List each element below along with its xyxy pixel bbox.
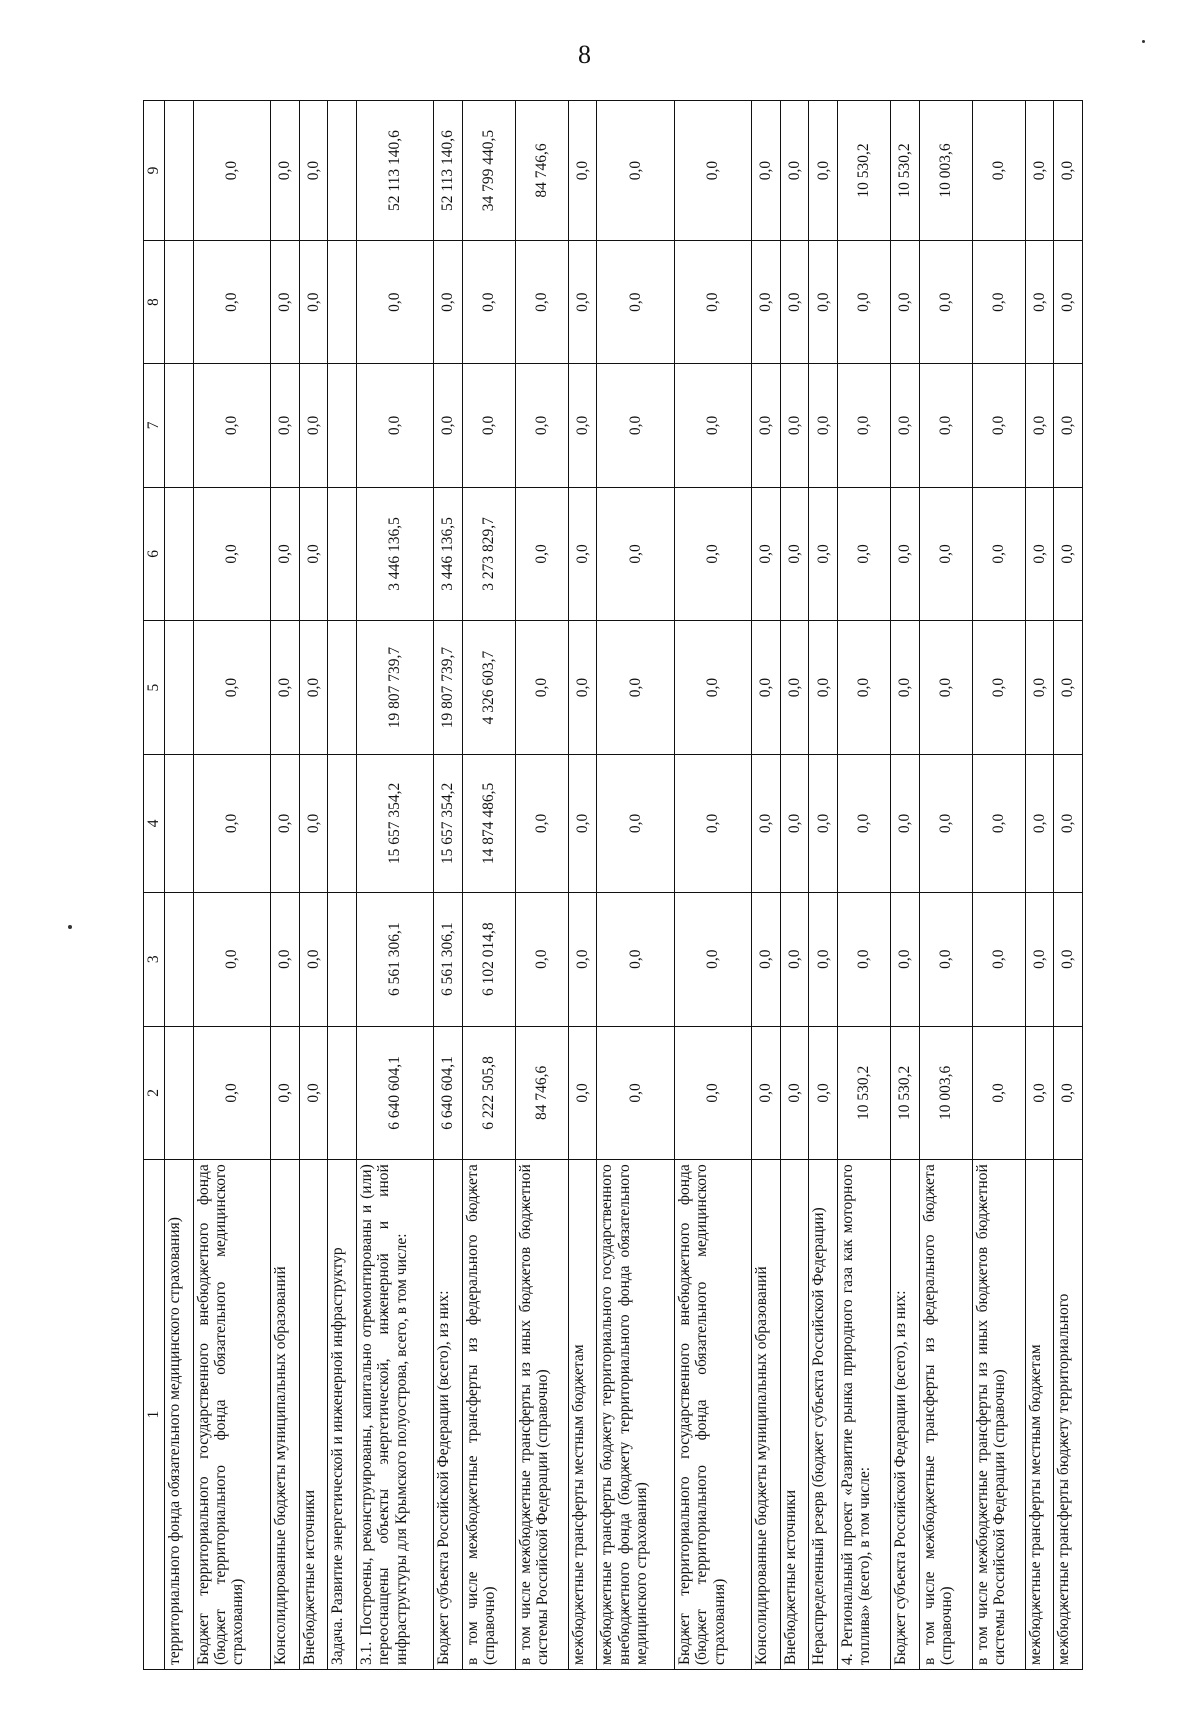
value-cell: 0,0 — [299, 892, 328, 1026]
value-cell: 0,0 — [809, 101, 838, 241]
value-cell: 0,0 — [271, 1026, 300, 1160]
value-cell: 84 746,6 — [515, 101, 568, 241]
value-cell: 0,0 — [271, 364, 300, 487]
table-row — [1025, 101, 1054, 1670]
value-cell: 0,0 — [1025, 241, 1054, 364]
value-cell: 0,0 — [568, 487, 597, 621]
value-cell: 0,0 — [597, 364, 674, 487]
value-cell: 0,0 — [299, 241, 328, 364]
value-cell: 0,0 — [674, 241, 751, 364]
value-cell: 0,0 — [838, 364, 891, 487]
value-cell — [165, 487, 194, 621]
value-cell: 0,0 — [891, 364, 920, 487]
value-cell: 0,0 — [356, 241, 433, 364]
value-cell: 0,0 — [568, 241, 597, 364]
value-cell: 10 003,6 — [919, 1026, 972, 1160]
value-cell: 6 222 505,8 — [462, 1026, 515, 1160]
table-row — [780, 101, 809, 1670]
value-cell: 0,0 — [1054, 487, 1083, 621]
value-cell: 0,0 — [193, 364, 270, 487]
value-cell: 0,0 — [972, 241, 1025, 364]
column-header-5: 5 — [144, 621, 165, 755]
value-cell: 0,0 — [1054, 892, 1083, 1026]
value-cell — [328, 241, 357, 364]
value-cell: 0,0 — [597, 101, 674, 241]
value-cell: 10 530,2 — [891, 1026, 920, 1160]
value-cell: 0,0 — [515, 241, 568, 364]
value-cell: 6 640 604,1 — [356, 1026, 433, 1160]
value-cell: 0,0 — [809, 621, 838, 755]
value-cell: 6 561 306,1 — [356, 892, 433, 1026]
value-cell: 0,0 — [752, 101, 781, 241]
value-cell: 0,0 — [271, 892, 300, 1026]
value-cell: 0,0 — [1025, 101, 1054, 241]
value-cell: 3 273 829,7 — [462, 487, 515, 621]
value-cell: 0,0 — [972, 621, 1025, 755]
rotated-table-wrapper — [143, 100, 1083, 1670]
value-cell: 0,0 — [780, 621, 809, 755]
value-cell — [328, 621, 357, 755]
value-cell: 0,0 — [919, 621, 972, 755]
value-cell: 0,0 — [597, 487, 674, 621]
value-cell — [328, 487, 357, 621]
value-cell: 0,0 — [271, 621, 300, 755]
value-cell: 0,0 — [271, 101, 300, 241]
value-cell: 0,0 — [919, 364, 972, 487]
row-label: в том числе межбюджетные трансферты из иных бюджетов бюджетной системы Российской Федерации (справочно) — [972, 1160, 1025, 1670]
value-cell: 0,0 — [193, 754, 270, 892]
value-cell: 0,0 — [919, 241, 972, 364]
value-cell: 0,0 — [515, 892, 568, 1026]
value-cell: 6 561 306,1 — [434, 892, 463, 1026]
column-header-8: 8 — [144, 241, 165, 364]
table-row — [515, 101, 568, 1670]
value-cell: 10 530,2 — [838, 1026, 891, 1160]
value-cell: 0,0 — [972, 101, 1025, 241]
value-cell: 0,0 — [193, 892, 270, 1026]
table-row — [972, 101, 1025, 1670]
value-cell: 14 874 486,5 — [462, 754, 515, 892]
row-label: Бюджет субъекта Российской Федерации (всего), из них: — [434, 1160, 463, 1670]
column-header-2: 2 — [144, 1026, 165, 1160]
value-cell: 0,0 — [780, 101, 809, 241]
value-cell: 0,0 — [462, 241, 515, 364]
value-cell — [165, 892, 194, 1026]
scan-speck — [68, 925, 72, 929]
value-cell: 0,0 — [752, 241, 781, 364]
value-cell: 0,0 — [972, 487, 1025, 621]
value-cell: 0,0 — [271, 487, 300, 621]
value-cell: 0,0 — [1025, 364, 1054, 487]
value-cell — [165, 241, 194, 364]
value-cell: 0,0 — [568, 1026, 597, 1160]
value-cell: 0,0 — [193, 487, 270, 621]
value-cell: 0,0 — [891, 754, 920, 892]
value-cell: 0,0 — [1054, 241, 1083, 364]
value-cell: 0,0 — [597, 892, 674, 1026]
table-row — [328, 101, 357, 1670]
value-cell: 15 657 354,2 — [356, 754, 433, 892]
row-label: межбюджетные трансферты местным бюджетам — [568, 1160, 597, 1670]
row-label: межбюджетные трансферты бюджету территориального — [1054, 1160, 1083, 1670]
value-cell: 0,0 — [752, 487, 781, 621]
value-cell: 0,0 — [780, 892, 809, 1026]
value-cell: 0,0 — [891, 487, 920, 621]
table-row — [434, 101, 463, 1670]
table-row — [356, 101, 433, 1670]
value-cell: 84 746,6 — [515, 1026, 568, 1160]
value-cell: 0,0 — [674, 101, 751, 241]
value-cell: 0,0 — [674, 754, 751, 892]
column-header-6: 6 — [144, 487, 165, 621]
column-header-4: 4 — [144, 754, 165, 892]
value-cell: 0,0 — [674, 487, 751, 621]
value-cell: 0,0 — [752, 621, 781, 755]
row-label: Бюджет территориального государственного внебюджетного фонда (бюджет территориального фонда обязательного медицинского страхования) — [674, 1160, 751, 1670]
value-cell: 0,0 — [568, 621, 597, 755]
row-label: 4. Региональный проект «Развитие рынка природного газа как моторного топлива» (всего), в том числе: — [838, 1160, 891, 1670]
value-cell: 4 326 603,7 — [462, 621, 515, 755]
table-row — [838, 101, 891, 1670]
value-cell: 0,0 — [299, 754, 328, 892]
column-header-1: 1 — [144, 1160, 165, 1670]
row-label: Консолидированные бюджеты муниципальных образований — [271, 1160, 300, 1670]
value-cell — [328, 101, 357, 241]
table-row — [271, 101, 300, 1670]
value-cell: 0,0 — [809, 892, 838, 1026]
value-cell: 6 640 604,1 — [434, 1026, 463, 1160]
value-cell: 0,0 — [299, 1026, 328, 1160]
value-cell: 52 113 140,6 — [356, 101, 433, 241]
column-header-7: 7 — [144, 364, 165, 487]
value-cell: 0,0 — [597, 754, 674, 892]
value-cell: 0,0 — [299, 621, 328, 755]
row-label: территориального фонда обязательного медицинского страхования) — [165, 1160, 194, 1670]
value-cell: 0,0 — [674, 1026, 751, 1160]
value-cell: 0,0 — [809, 364, 838, 487]
row-label: межбюджетные трансферты бюджету территориального государственного внебюджетного фонда (бюджету территориального фонда обязательного медицинского страхования) — [597, 1160, 674, 1670]
value-cell: 0,0 — [1025, 487, 1054, 621]
value-cell: 0,0 — [271, 754, 300, 892]
value-cell: 0,0 — [568, 364, 597, 487]
scan-speck — [1142, 40, 1145, 43]
value-cell: 0,0 — [838, 621, 891, 755]
value-cell: 0,0 — [515, 364, 568, 487]
value-cell: 0,0 — [193, 241, 270, 364]
value-cell — [328, 892, 357, 1026]
row-label: Бюджет субъекта Российской Федерации (всего), из них: — [891, 1160, 920, 1670]
table-row — [1054, 101, 1083, 1670]
value-cell: 3 446 136,5 — [356, 487, 433, 621]
value-cell: 0,0 — [809, 487, 838, 621]
value-cell: 0,0 — [780, 364, 809, 487]
value-cell: 0,0 — [193, 621, 270, 755]
value-cell: 0,0 — [193, 101, 270, 241]
value-cell: 0,0 — [299, 364, 328, 487]
column-header-3: 3 — [144, 892, 165, 1026]
value-cell: 0,0 — [568, 754, 597, 892]
value-cell: 0,0 — [597, 241, 674, 364]
value-cell — [328, 754, 357, 892]
value-cell: 0,0 — [972, 1026, 1025, 1160]
value-cell: 0,0 — [1054, 621, 1083, 755]
value-cell: 10 530,2 — [891, 101, 920, 241]
table-row — [597, 101, 674, 1670]
value-cell: 3 446 136,5 — [434, 487, 463, 621]
value-cell: 0,0 — [891, 241, 920, 364]
value-cell: 0,0 — [809, 241, 838, 364]
value-cell: 0,0 — [891, 621, 920, 755]
column-header-9: 9 — [144, 101, 165, 241]
value-cell: 0,0 — [838, 487, 891, 621]
value-cell — [165, 101, 194, 241]
value-cell: 19 807 739,7 — [356, 621, 433, 755]
value-cell: 0,0 — [1054, 101, 1083, 241]
value-cell: 0,0 — [919, 754, 972, 892]
value-cell — [328, 1026, 357, 1160]
value-cell: 0,0 — [780, 1026, 809, 1160]
row-label: Внебюджетные источники — [299, 1160, 328, 1670]
table-row — [809, 101, 838, 1670]
value-cell — [165, 364, 194, 487]
row-label: 3.1. Построены, реконструированы, капитально отремонтированы и (или) переоснащены объекты энергетической, инженерной и иной инфраструктуры для Крымского полуострова, всего, в том числе: — [356, 1160, 433, 1670]
value-cell: 0,0 — [1054, 364, 1083, 487]
budget-table — [143, 100, 1083, 1670]
value-cell: 0,0 — [838, 892, 891, 1026]
page-number: 8 — [578, 40, 591, 69]
value-cell: 0,0 — [1054, 754, 1083, 892]
value-cell: 0,0 — [356, 364, 433, 487]
value-cell — [165, 1026, 194, 1160]
value-cell: 0,0 — [462, 364, 515, 487]
value-cell: 0,0 — [1025, 621, 1054, 755]
value-cell: 10 530,2 — [838, 101, 891, 241]
value-cell: 0,0 — [752, 754, 781, 892]
value-cell: 0,0 — [838, 754, 891, 892]
value-cell: 0,0 — [919, 892, 972, 1026]
value-cell: 0,0 — [780, 754, 809, 892]
table-row — [568, 101, 597, 1670]
value-cell: 0,0 — [1054, 1026, 1083, 1160]
value-cell: 0,0 — [752, 1026, 781, 1160]
value-cell: 0,0 — [972, 754, 1025, 892]
value-cell: 0,0 — [299, 101, 328, 241]
table-row — [674, 101, 751, 1670]
value-cell: 0,0 — [752, 892, 781, 1026]
value-cell: 0,0 — [972, 364, 1025, 487]
value-cell: 0,0 — [299, 487, 328, 621]
table-row — [193, 101, 270, 1670]
value-cell — [328, 364, 357, 487]
table-row — [462, 101, 515, 1670]
value-cell: 0,0 — [597, 621, 674, 755]
value-cell: 0,0 — [972, 892, 1025, 1026]
value-cell: 0,0 — [434, 364, 463, 487]
row-label: в том числе межбюджетные трансферты из федерального бюджета (справочно) — [462, 1160, 515, 1670]
row-label: Задача. Развитие энергетической и инженерной инфраструктур — [328, 1160, 357, 1670]
table-row — [891, 101, 920, 1670]
value-cell: 0,0 — [515, 754, 568, 892]
value-cell: 0,0 — [597, 1026, 674, 1160]
value-cell: 0,0 — [891, 892, 920, 1026]
row-label: межбюджетные трансферты местным бюджетам — [1025, 1160, 1054, 1670]
value-cell: 0,0 — [838, 241, 891, 364]
row-label: Внебюджетные источники — [780, 1160, 809, 1670]
value-cell: 19 807 739,7 — [434, 621, 463, 755]
value-cell: 0,0 — [674, 364, 751, 487]
row-label: в том числе межбюджетные трансферты из федерального бюджета (справочно) — [919, 1160, 972, 1670]
value-cell: 0,0 — [515, 487, 568, 621]
row-label: Бюджет территориального государственного внебюджетного фонда (бюджет территориального фонда обязательного медицинского страхования) — [193, 1160, 270, 1670]
value-cell: 0,0 — [1025, 754, 1054, 892]
value-cell: 0,0 — [780, 241, 809, 364]
value-cell: 0,0 — [674, 621, 751, 755]
value-cell: 6 102 014,8 — [462, 892, 515, 1026]
row-label: в том числе межбюджетные трансферты из иных бюджетов бюджетной системы Российской Федерации (справочно) — [515, 1160, 568, 1670]
value-cell: 52 113 140,6 — [434, 101, 463, 241]
value-cell: 0,0 — [193, 1026, 270, 1160]
header-row — [144, 101, 165, 1670]
value-cell: 0,0 — [515, 621, 568, 755]
value-cell — [165, 754, 194, 892]
table-row — [752, 101, 781, 1670]
value-cell: 0,0 — [752, 364, 781, 487]
value-cell: 0,0 — [568, 892, 597, 1026]
value-cell: 0,0 — [809, 754, 838, 892]
value-cell: 0,0 — [434, 241, 463, 364]
value-cell: 0,0 — [271, 241, 300, 364]
value-cell: 0,0 — [674, 892, 751, 1026]
value-cell: 15 657 354,2 — [434, 754, 463, 892]
value-cell: 0,0 — [780, 487, 809, 621]
row-label: Нераспределенный резерв (бюджет субъекта Российской Федерации) — [809, 1160, 838, 1670]
value-cell: 0,0 — [1025, 892, 1054, 1026]
value-cell: 10 003,6 — [919, 101, 972, 241]
value-cell — [165, 621, 194, 755]
table-row — [299, 101, 328, 1670]
value-cell: 0,0 — [568, 101, 597, 241]
row-label: Консолидированные бюджеты муниципальных образований — [752, 1160, 781, 1670]
value-cell: 0,0 — [809, 1026, 838, 1160]
value-cell: 0,0 — [919, 487, 972, 621]
value-cell: 0,0 — [1025, 1026, 1054, 1160]
value-cell: 34 799 440,5 — [462, 101, 515, 241]
table-row — [919, 101, 972, 1670]
table-body — [165, 101, 1083, 1670]
table-row — [165, 101, 194, 1670]
